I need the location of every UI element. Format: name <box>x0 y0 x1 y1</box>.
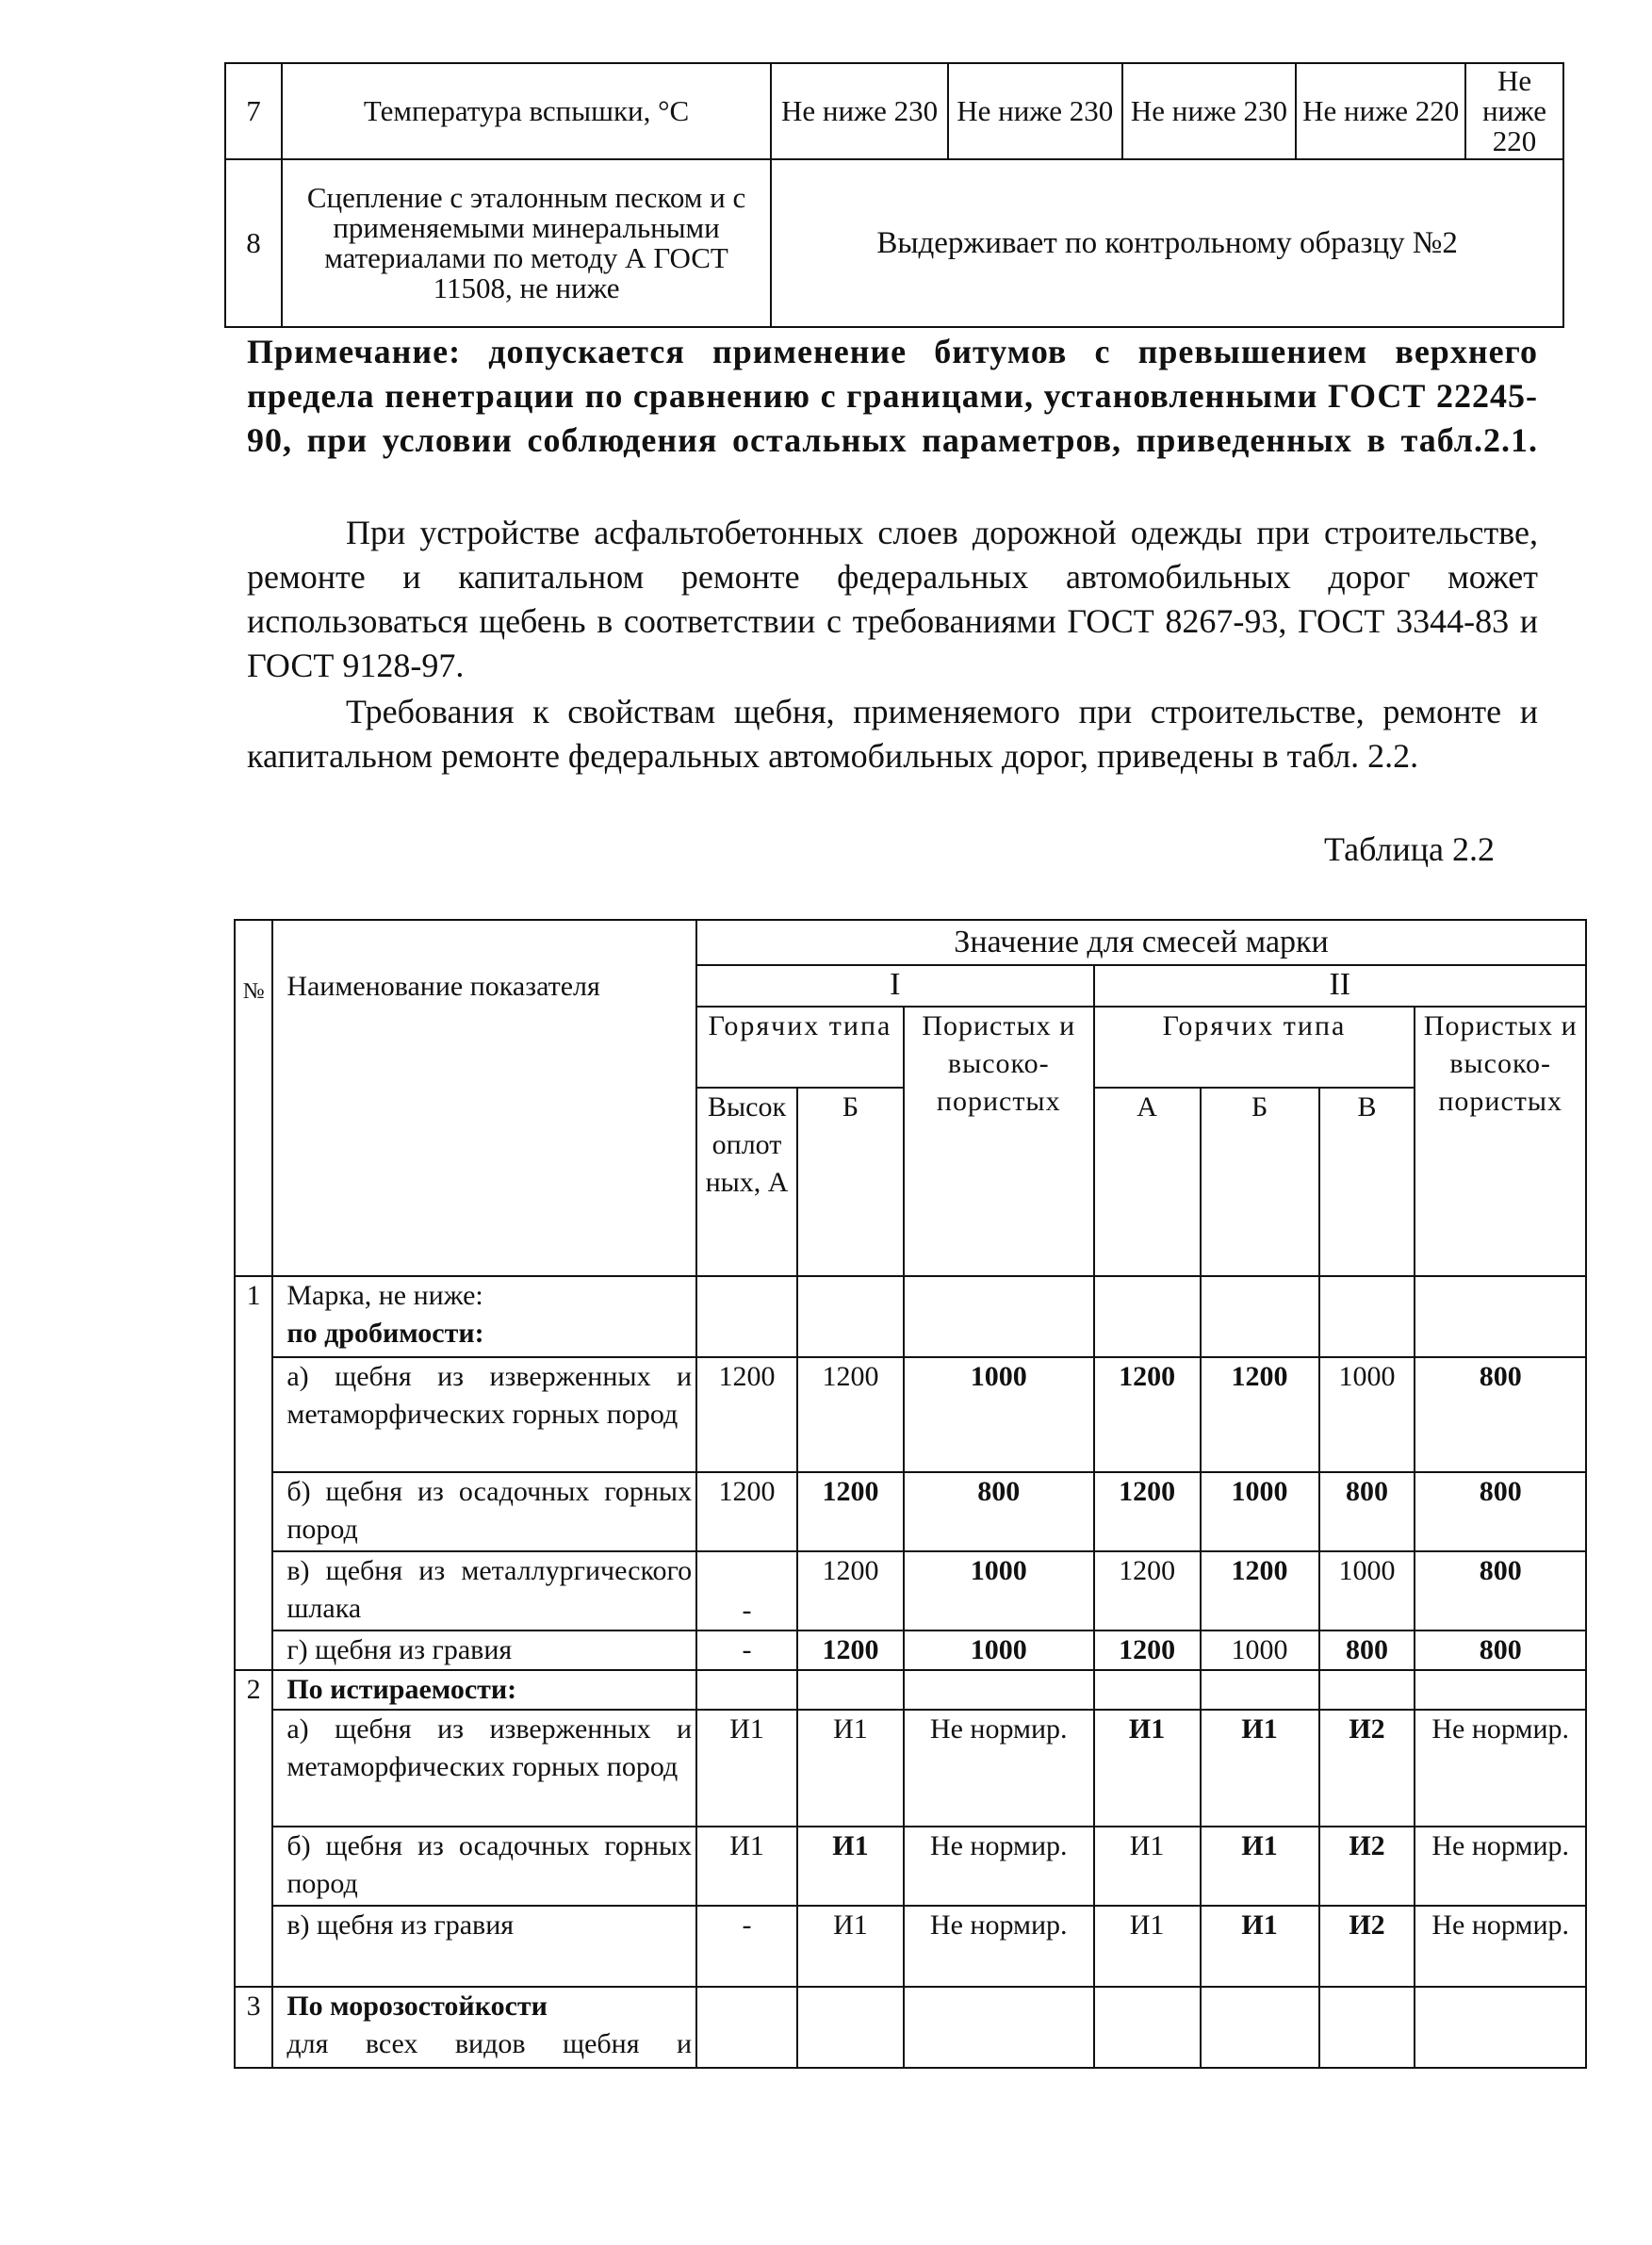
cell-value <box>696 1670 797 1710</box>
cell-value: Не ниже 230 <box>1122 63 1297 159</box>
table-row <box>235 1630 1586 1670</box>
cell-value: 1000 <box>904 1630 1094 1670</box>
cell-value <box>904 1987 1094 2068</box>
table-row <box>225 159 1563 327</box>
cell-value: 1200 <box>1201 1357 1319 1472</box>
indicator-name: в) щебня из гравия <box>272 1906 696 1987</box>
cell-value: 1200 <box>1094 1551 1201 1630</box>
cell-value <box>1319 1276 1415 1357</box>
cell-value <box>1415 1276 1586 1357</box>
cell-value: Не нормир. <box>904 1710 1094 1827</box>
cell-value: 1000 <box>1201 1472 1319 1551</box>
cell-value <box>904 1670 1094 1710</box>
cell-value <box>904 1276 1094 1357</box>
indicator-sublabel: для всех видов щебня и <box>286 2028 693 2059</box>
indicator-label: Марка, не ниже: <box>286 1280 483 1311</box>
indicator-name: б) щебня из осадочных горных пород <box>272 1827 696 1906</box>
cell-value: 1200 <box>1094 1472 1201 1551</box>
cell-value: 800 <box>1415 1630 1586 1670</box>
row-number: 1 <box>235 1276 272 1357</box>
cell-value <box>797 1276 904 1357</box>
merged-value: Выдерживает по контрольному образцу №2 <box>771 159 1563 327</box>
cell-value <box>797 1670 904 1710</box>
cell-value: - <box>696 1906 797 1987</box>
cell-value <box>1415 1670 1586 1710</box>
cell-value: 1000 <box>904 1357 1094 1472</box>
table-row <box>235 1987 1586 2068</box>
cell-value: 800 <box>904 1472 1094 1551</box>
cell-value: И2 <box>1319 1906 1415 1987</box>
cell-value <box>1319 1987 1415 2068</box>
cell-value: Не нормир. <box>1415 1906 1586 1987</box>
cell-value: - <box>696 1630 797 1670</box>
cell-value: 1200 <box>1201 1551 1319 1630</box>
indicator-name: а) щебня из изверженных и метаморфических горных пород <box>272 1357 696 1472</box>
header-name: Наименование показателя <box>272 920 696 1276</box>
table-row <box>235 1472 1586 1551</box>
cell-value: И1 <box>797 1906 904 1987</box>
header-hot-type-1: Горячих типа <box>696 1007 904 1088</box>
header-sub-b1: Б <box>797 1088 904 1276</box>
indicator-name: По истираемости: <box>272 1670 696 1710</box>
cell-value <box>1201 1670 1319 1710</box>
cell-value: Не нормир. <box>1415 1710 1586 1827</box>
header-sub-a2: А <box>1094 1088 1201 1276</box>
paragraph: Требования к свойствам щебня, применяемого при строительстве, ремонте и капитальном ремонте федеральных автомобильных дорог, приведены в табл. 2.2. <box>247 693 1538 775</box>
row-number <box>235 1827 272 1906</box>
indicator-name <box>272 1987 696 2068</box>
header-sub-b2: Б <box>1201 1088 1319 1276</box>
cell-value: 800 <box>1415 1472 1586 1551</box>
table-row <box>235 1357 1586 1472</box>
row-number: 8 <box>225 159 282 327</box>
cell-value: Не нормир. <box>1415 1827 1586 1906</box>
row-number <box>235 1630 272 1670</box>
row-number <box>235 1906 272 1987</box>
cell-value <box>1094 1987 1201 2068</box>
cell-value: 1200 <box>696 1472 797 1551</box>
cell-value: И1 <box>696 1827 797 1906</box>
cell-value: Не ниже 220 <box>1465 63 1563 159</box>
table-row <box>235 1827 1586 1906</box>
cell-value: И2 <box>1319 1710 1415 1827</box>
note-text: Примечание: допускается применение битумов с превышением верхнего предела пенетрации по сравнению с границами, установленными ГОСТ 22245-90, при условии соблюдения остальных параметров, приведенных в табл.2.1. <box>247 333 1538 459</box>
indicator-sublabel: по дробимости: <box>286 1318 484 1349</box>
header-sub-a1: Высокоплотных, А <box>696 1088 797 1276</box>
cell-value: Не ниже 230 <box>771 63 948 159</box>
header-mark-1: I <box>696 965 1094 1007</box>
cell-value: 800 <box>1319 1472 1415 1551</box>
note-paragraph <box>247 330 1538 463</box>
row-number: 7 <box>225 63 282 159</box>
cell-value: 1200 <box>1094 1630 1201 1670</box>
cell-value: 800 <box>1415 1357 1586 1472</box>
cell-value: 1200 <box>797 1551 904 1630</box>
table-continuation <box>224 62 1564 328</box>
row-number: 3 <box>235 1987 272 2068</box>
cell-value: И2 <box>1319 1827 1415 1906</box>
indicator-name <box>272 1276 696 1357</box>
cell-value <box>1415 1987 1586 2068</box>
cell-value: 1200 <box>797 1630 904 1670</box>
cell-value: 1200 <box>696 1357 797 1472</box>
header-mark-2: II <box>1094 965 1586 1007</box>
row-number <box>235 1710 272 1827</box>
table-row <box>235 1906 1586 1987</box>
table-row <box>235 1710 1586 1827</box>
cell-value <box>1201 1276 1319 1357</box>
cell-value: 1200 <box>797 1357 904 1472</box>
cell-value: И1 <box>1201 1827 1319 1906</box>
cell-value: 1200 <box>1094 1357 1201 1472</box>
indicator-name: а) щебня из изверженных и метаморфических горных пород <box>272 1710 696 1827</box>
header-values-title: Значение для смесей марки <box>696 920 1586 965</box>
row-number: 2 <box>235 1670 272 1710</box>
table-row <box>235 1670 1586 1710</box>
paragraph: При устройстве асфальтобетонных слоев дорожной одежды при строительстве, ремонте и капитальном ремонте федеральных автомобильных дорог может использоваться щебень в соответствии с требованиями ГОСТ 8267-93, ГОСТ 3344-83 и ГОСТ 9128-97. <box>247 514 1538 684</box>
indicator-name: б) щебня из осадочных горных пород <box>272 1472 696 1551</box>
cell-value: 1000 <box>1201 1630 1319 1670</box>
cell-value: - <box>696 1551 797 1630</box>
cell-value <box>1094 1276 1201 1357</box>
cell-value: И1 <box>797 1827 904 1906</box>
row-number <box>235 1551 272 1630</box>
header-sub-v2: В <box>1319 1088 1415 1276</box>
cell-value <box>1094 1670 1201 1710</box>
table-row <box>225 63 1563 159</box>
table-2-2 <box>234 919 1587 2069</box>
indicator-name: Сцепление с эталонным песком и с применяемыми минеральными материалами по методу А ГОСТ 11508, не ниже <box>282 159 771 327</box>
cell-value: Не нормир. <box>904 1827 1094 1906</box>
cell-value: И1 <box>1201 1906 1319 1987</box>
header-porous-2: Пористых и высоко-пористых <box>1415 1007 1586 1276</box>
cell-value: 800 <box>1415 1551 1586 1630</box>
cell-value: И1 <box>1094 1710 1201 1827</box>
cell-value: И1 <box>1094 1906 1201 1987</box>
table-row <box>235 1276 1586 1357</box>
cell-value <box>696 1987 797 2068</box>
cell-value: Не ниже 220 <box>1296 63 1465 159</box>
cell-value: 1200 <box>797 1472 904 1551</box>
cell-value: 1000 <box>904 1551 1094 1630</box>
cell-value: 1000 <box>1319 1357 1415 1472</box>
header-hot-type-2: Горячих типа <box>1094 1007 1415 1088</box>
cell-value <box>696 1276 797 1357</box>
row-number <box>235 1472 272 1551</box>
cell-value: Не нормир. <box>904 1906 1094 1987</box>
cell-value: И1 <box>696 1710 797 1827</box>
cell-value: 1000 <box>1319 1551 1415 1630</box>
cell-value <box>1201 1987 1319 2068</box>
cell-value: 800 <box>1319 1630 1415 1670</box>
header-porous-1: Пористых и высоко-пористых <box>904 1007 1094 1276</box>
indicator-name: в) щебня из металлургического шлака <box>272 1551 696 1630</box>
cell-value <box>1319 1670 1415 1710</box>
cell-value: Не ниже 230 <box>948 63 1122 159</box>
table-caption: Таблица 2.2 <box>1324 830 1495 868</box>
indicator-name: Температура вспышки, °С <box>282 63 771 159</box>
cell-value: И1 <box>1201 1710 1319 1827</box>
cell-value: И1 <box>797 1710 904 1827</box>
cell-value: И1 <box>1094 1827 1201 1906</box>
indicator-name: г) щебня из гравия <box>272 1630 696 1670</box>
header-number: № <box>235 920 272 1276</box>
cell-value <box>797 1987 904 2068</box>
indicator-label: По морозостойкости <box>286 1991 548 2022</box>
row-number <box>235 1357 272 1472</box>
table-row <box>235 1551 1586 1630</box>
